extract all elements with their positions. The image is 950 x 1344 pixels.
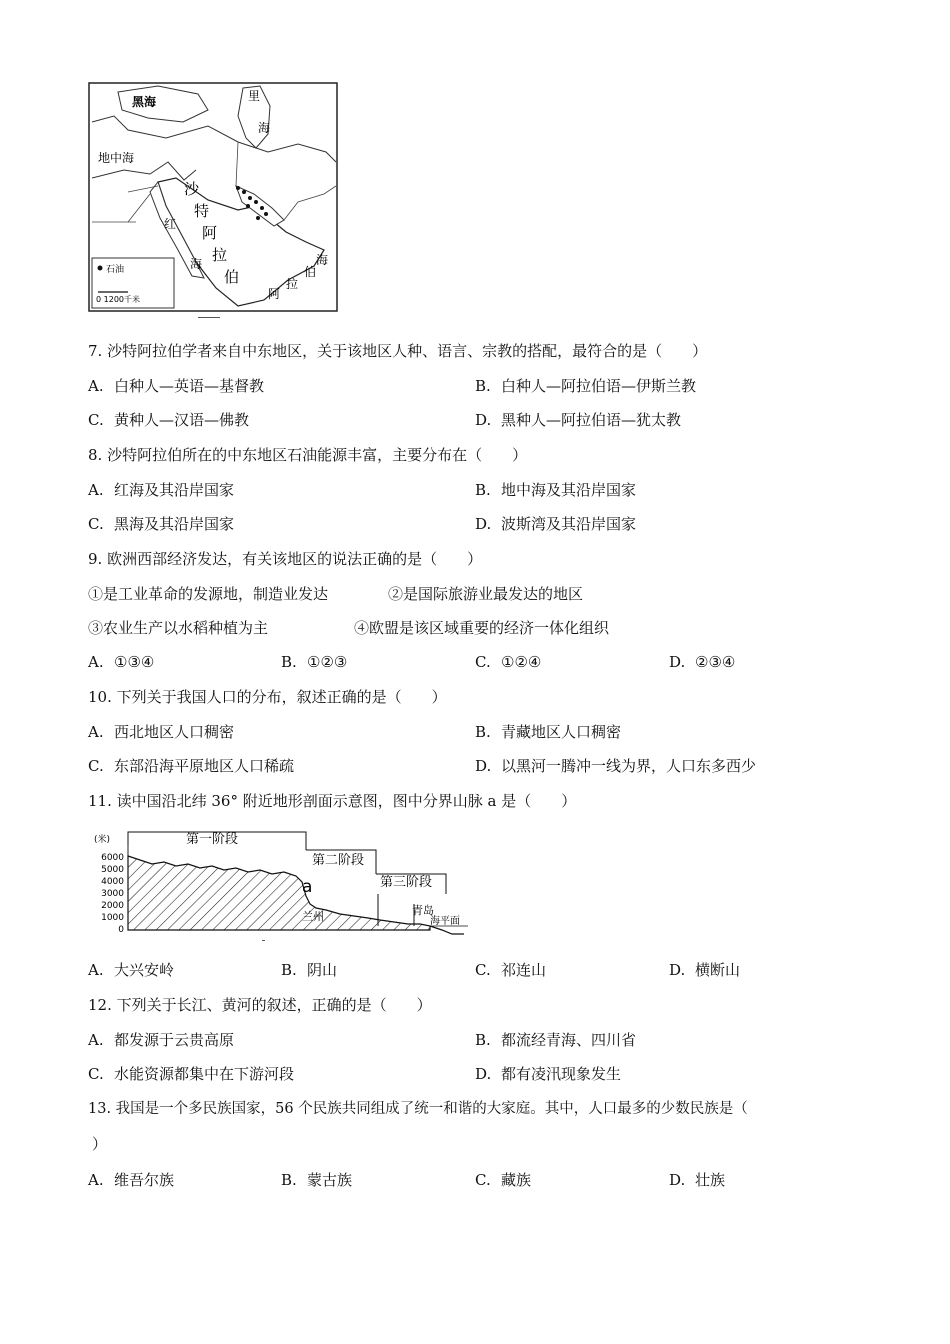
map-label-saudi-5: 伯	[224, 268, 240, 286]
q12-option-a[interactable]	[88, 1030, 234, 1050]
q8-option-b[interactable]	[475, 480, 636, 500]
q10-option-c[interactable]	[88, 756, 294, 776]
q12-stem: 12. 下列关于长江、黄河的叙述，正确的是（ ）	[88, 996, 432, 1014]
option-label: A.	[88, 1031, 104, 1049]
q10-option-d[interactable]	[475, 756, 756, 776]
q13-option-a[interactable]	[88, 1170, 174, 1190]
option-text: 波斯湾及其沿岸国家	[501, 515, 637, 533]
q13-stem-line-2: ）	[92, 1135, 108, 1153]
q11-option-c[interactable]	[475, 960, 546, 980]
option-label: A.	[88, 723, 104, 741]
map-caption-line	[198, 317, 220, 318]
option-text: 黄种人—汉语—佛教	[114, 411, 250, 429]
q13-stem-line-1: 13. 我国是一个多民族国家，56 个民族共同组成了统一和谐的大家庭。其中，人口最多的少数民族是（	[88, 1101, 748, 1117]
profile-ytick-6000: 6000	[101, 853, 124, 863]
option-label: D.	[475, 411, 492, 429]
profile-step-1: 第一阶段	[186, 832, 239, 847]
q12-option-c[interactable]	[88, 1064, 294, 1084]
option-label: C.	[475, 1171, 491, 1189]
option-text: 都有凌汛现象发生	[501, 1065, 622, 1083]
option-text: 都发源于云贵高原	[114, 1031, 235, 1049]
q9-option-d[interactable]	[669, 652, 735, 672]
q11-option-d[interactable]	[669, 960, 740, 980]
option-label: B.	[475, 1031, 491, 1049]
map-label-arabian-sea-1: 海	[316, 253, 329, 267]
option-text: 都流经青海、四川省	[501, 1031, 637, 1049]
q13-option-d[interactable]	[669, 1170, 725, 1190]
q10-option-b[interactable]	[475, 722, 621, 742]
q9-stem: 9. 欧洲西部经济发达，有关该地区的说法正确的是（ ）	[88, 550, 483, 568]
q7-option-b[interactable]	[475, 376, 696, 396]
map-label-mediterranean: 地中海	[98, 151, 135, 165]
option-label: B.	[475, 481, 491, 499]
map-legend-oil: 石油	[106, 265, 125, 275]
option-text: 红海及其沿岸国家	[114, 481, 235, 499]
q8-stem: 8. 沙特阿拉伯所在的中东地区石油能源丰富，主要分布在（ ）	[88, 446, 528, 464]
option-text: ②③④	[695, 653, 736, 671]
profile-unit: (米)	[94, 835, 111, 845]
option-text: ①②③	[307, 653, 348, 671]
map-label-saudi-4: 拉	[212, 246, 228, 264]
option-label: D.	[475, 515, 492, 533]
profile-ytick-0: 0	[118, 925, 124, 935]
q7-option-d[interactable]	[475, 410, 681, 430]
q10-option-a[interactable]	[88, 722, 234, 742]
profile-qingdao: 青岛	[412, 904, 434, 917]
option-label: C.	[88, 1065, 104, 1083]
option-text: 黑海及其沿岸国家	[114, 515, 235, 533]
profile-ytick-3000: 3000	[101, 889, 124, 899]
terrain-profile-svg	[90, 826, 470, 944]
q7-option-a[interactable]	[88, 376, 264, 396]
option-label: A.	[88, 377, 104, 395]
q13-option-c[interactable]	[475, 1170, 531, 1190]
option-label: C.	[88, 411, 104, 429]
option-text: 藏族	[501, 1171, 532, 1189]
option-text: 大兴安岭	[114, 961, 175, 979]
q11-option-b[interactable]	[281, 960, 337, 980]
option-text: 黑种人—阿拉伯语—犹太教	[501, 411, 682, 429]
option-label: A.	[88, 653, 104, 671]
option-label: C.	[475, 961, 491, 979]
profile-caption-dot	[262, 940, 265, 941]
q13-option-b[interactable]	[281, 1170, 352, 1190]
option-text: 以黑河一腾冲一线为界，人口东多西少	[501, 757, 757, 775]
q8-option-d[interactable]	[475, 514, 636, 534]
map-label-caspian-li: 里	[248, 89, 261, 103]
q7-option-c[interactable]	[88, 410, 249, 430]
q10-stem: 10. 下列关于我国人口的分布，叙述正确的是（ ）	[88, 688, 447, 706]
option-label: D.	[669, 961, 686, 979]
q9-option-b[interactable]	[281, 652, 347, 672]
option-label: D.	[669, 1171, 686, 1189]
option-label: D.	[475, 757, 492, 775]
map-label-arabian-sea-3: 拉	[286, 277, 299, 291]
option-text: 东部沿海平原地区人口稀疏	[114, 757, 295, 775]
map-label-saudi-1: 沙	[184, 180, 200, 198]
map-label-red-sea-2: 海	[190, 257, 203, 271]
map-label-arabian-sea-4: 阿	[268, 287, 281, 301]
profile-ytick-5000: 5000	[101, 865, 124, 875]
profile-sea-level: 海平面	[430, 916, 460, 927]
map-label-arabian-sea-2: 伯	[304, 265, 317, 279]
option-label: C.	[88, 757, 104, 775]
q12-option-b[interactable]	[475, 1030, 636, 1050]
map-label-caspian-hai: 海	[258, 121, 271, 135]
q11-option-a[interactable]	[88, 960, 174, 980]
option-text: 壮族	[695, 1171, 726, 1189]
q7-stem: 7. 沙特阿拉伯学者来自中东地区，关于该地区人种、语言、宗教的搭配，最符合的是（ ）	[88, 342, 708, 360]
profile-ytick-1000: 1000	[101, 913, 124, 923]
option-text: 白种人—阿拉伯语—伊斯兰教	[501, 377, 697, 395]
option-text: 水能资源都集中在下游河段	[114, 1065, 295, 1083]
terrain-profile-figure	[90, 826, 470, 944]
option-label: A.	[88, 481, 104, 499]
profile-lanzhou: 兰州	[302, 910, 324, 923]
middle-east-map-svg	[88, 82, 340, 314]
option-label: D.	[475, 1065, 492, 1083]
option-text: 西北地区人口稠密	[114, 723, 235, 741]
q12-option-d[interactable]	[475, 1064, 621, 1084]
option-text: 地中海及其沿岸国家	[501, 481, 637, 499]
option-label: B.	[281, 961, 297, 979]
option-label: D.	[669, 653, 686, 671]
q9-statement-1: ①是工业革命的发源地，制造业发达	[88, 585, 329, 603]
option-label: B.	[281, 1171, 297, 1189]
map-label-red-sea-1: 红	[164, 217, 177, 231]
q9-statement-4: ④欧盟是该区域重要的经济一体化组织	[354, 619, 610, 637]
profile-ytick-2000: 2000	[101, 901, 124, 911]
profile-ytick-4000: 4000	[101, 877, 124, 887]
middle-east-map	[88, 82, 340, 314]
option-label: B.	[281, 653, 297, 671]
option-text: ①③④	[114, 653, 155, 671]
option-text: ①②④	[501, 653, 542, 671]
option-text: 阴山	[307, 961, 338, 979]
map-label-saudi-3: 阿	[202, 224, 218, 242]
profile-mountain-a: a	[302, 877, 313, 897]
option-label: B.	[475, 723, 491, 741]
q11-stem: 11. 读中国沿北纬 36° 附近地形剖面示意图，图中分界山脉 a 是（ ）	[88, 792, 577, 810]
profile-step-2: 第二阶段	[312, 853, 365, 868]
option-text: 青藏地区人口稠密	[501, 723, 622, 741]
profile-step-3: 第三阶段	[380, 875, 433, 890]
option-text: 祁连山	[501, 961, 547, 979]
option-text: 白种人—英语—基督教	[114, 377, 265, 395]
q9-statement-3: ③农业生产以水稻种植为主	[88, 619, 269, 637]
q9-statement-2: ②是国际旅游业最发达的地区	[388, 585, 584, 603]
map-label-saudi-2: 特	[194, 202, 210, 220]
option-text: 蒙古族	[307, 1171, 353, 1189]
option-label: C.	[88, 515, 104, 533]
option-label: A.	[88, 1171, 104, 1189]
map-label-black-sea: 黑海	[132, 95, 157, 109]
option-label: C.	[475, 653, 491, 671]
option-text: 维吾尔族	[114, 1171, 175, 1189]
map-scale: 0 1200千米	[96, 295, 140, 304]
q8-option-c[interactable]	[88, 514, 234, 534]
q8-option-a[interactable]	[88, 480, 234, 500]
option-label: B.	[475, 377, 491, 395]
q9-option-a[interactable]	[88, 652, 154, 672]
option-label: A.	[88, 961, 104, 979]
option-text: 横断山	[695, 961, 741, 979]
q9-option-c[interactable]	[475, 652, 541, 672]
